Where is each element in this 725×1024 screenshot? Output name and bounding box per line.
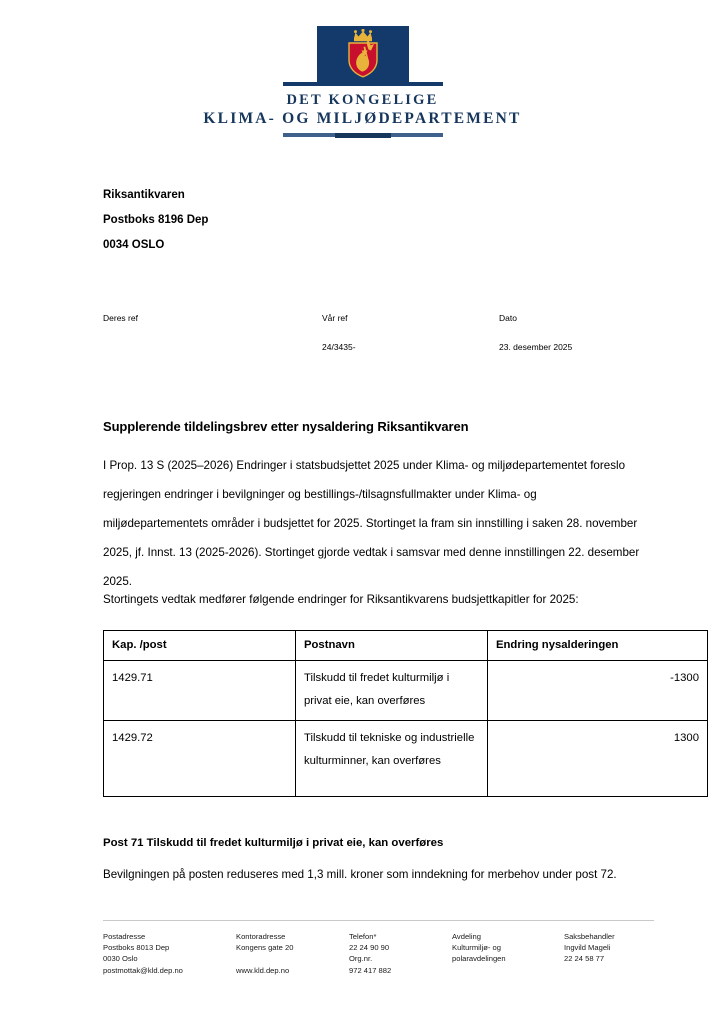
- cell-kap-post: 1429.72: [104, 721, 296, 797]
- logo-bar-right: [391, 133, 443, 137]
- cell-postnavn: Tilskudd til tekniske og industrielle kulturminner, kan overføres: [296, 721, 488, 797]
- footer-label-kontoradresse: Kontoradresse: [236, 932, 286, 941]
- footer-postadresse-line-1: Postboks 8013 Dep: [103, 943, 170, 953]
- footer-label-saksbehandler: Saksbehandler: [564, 932, 615, 941]
- deres-ref-column: [103, 313, 138, 342]
- body-paragraph-1: I Prop. 13 S (2025–2026) Endringer i statsbudsjettet 2025 under Klima- og miljødepartementet foreslo regjeringen endringer i bevilgninger og bestillings-/tilsagnsfullmakter under Klima- og miljødepartementets områder i budsjettet for 2025. Stortinget la fram sin innstilling i saken 28. november 2025, jf. Innst. 13 (2025-2026). Stortinget gjorde vedtak i samsvar med denne innstillingen 22. desember 2025.: [103, 459, 640, 588]
- cell-endring: 1300: [488, 721, 708, 797]
- logo-underline-bar: [0, 133, 725, 138]
- dato-value: 23. desember 2025: [499, 342, 573, 352]
- footer-label-telefon: Telefon*: [349, 932, 377, 941]
- footer-column-kontoradresse: [236, 931, 293, 976]
- budget-changes-table: [103, 630, 708, 797]
- footer-saksbehandler-phone: 22 24 58 77: [564, 954, 605, 964]
- var-ref-value: 24/3435-: [322, 342, 356, 352]
- footer-postadresse-line-2: 0030 Oslo: [103, 954, 138, 964]
- footer-column-telefon: [349, 931, 391, 976]
- table-header-postnavn: Postnavn: [296, 631, 488, 661]
- footer-avdeling-line-1: Kulturmiljø- og: [452, 943, 501, 953]
- footer-column-postadresse: [103, 931, 183, 976]
- recipient-address: [103, 183, 208, 258]
- footer-divider: [103, 920, 654, 921]
- table-header-kap: Kap. /post: [104, 631, 296, 661]
- logo-bar-center: [335, 133, 391, 138]
- footer-kontoradresse-website[interactable]: www.kld.dep.no: [236, 965, 290, 975]
- section-heading: Post 71 Tilskudd til fredet kulturmiljø i privat eie, kan overføres: [103, 837, 444, 849]
- department-logo: [0, 26, 725, 138]
- footer-telefon-number: 22 24 90 90: [349, 943, 390, 953]
- logo-bar-left: [283, 133, 335, 137]
- table-row: [104, 661, 708, 721]
- logo-line-1: DET KONGELIGE: [286, 92, 439, 108]
- footer-saksbehandler-name: Ingvild Mageli: [564, 943, 611, 953]
- table-header-row: [104, 631, 708, 661]
- footer-label-avdeling: Avdeling: [452, 932, 481, 941]
- page-title: Supplerende tildelingsbrev etter nysaldering Riksantikvaren: [103, 419, 469, 434]
- footer-label-postadresse: Postadresse: [103, 932, 146, 941]
- footer-kontoradresse-line-2: [236, 953, 293, 964]
- footer-label-orgnr: Org.nr.: [349, 954, 373, 964]
- deres-ref-label: Deres ref: [103, 313, 138, 323]
- footer-column-saksbehandler: [564, 931, 615, 965]
- dato-label: Dato: [499, 313, 517, 323]
- body-paragraph-2: Stortingets vedtak medfører følgende endringer for Riksantikvarens budsjettkapitler for 2025:: [103, 593, 579, 606]
- var-ref-column: [322, 313, 356, 352]
- dato-column: [499, 313, 572, 352]
- crest-underbar: [283, 82, 443, 86]
- footer-avdeling-line-2: polaravdelingen: [452, 954, 506, 964]
- footer-postadresse-email[interactable]: postmottak@kld.dep.no: [103, 965, 183, 975]
- cell-endring: -1300: [488, 661, 708, 721]
- crest-panel: [317, 26, 409, 82]
- section-text: Bevilgningen på posten reduseres med 1,3 mill. kroner som inndekning for merbehov under post 72.: [103, 868, 617, 881]
- footer-orgnr-value: 972 417 882: [349, 965, 392, 975]
- recipient-name: Riksantikvaren: [103, 189, 185, 201]
- recipient-street: Postboks 8196 Dep: [103, 214, 209, 226]
- table-row: [104, 721, 708, 797]
- cell-postnavn: Tilskudd til fredet kulturmiljø i privat eie, kan overføres: [296, 661, 488, 721]
- cell-kap-post: 1429.71: [104, 661, 296, 721]
- footer-column-avdeling: [452, 931, 506, 965]
- logo-line-2: KLIMA- OG MILJØDEPARTEMENT: [203, 109, 522, 127]
- var-ref-label: Vår ref: [322, 313, 348, 323]
- recipient-city: 0034 OSLO: [103, 239, 165, 251]
- footer-kontoradresse-line-1: Kongens gate 20: [236, 943, 294, 953]
- table-header-endring: Endring nysalderingen: [488, 631, 708, 661]
- norwegian-coat-of-arms-icon: [343, 29, 383, 79]
- logo-wordmark: [0, 92, 725, 129]
